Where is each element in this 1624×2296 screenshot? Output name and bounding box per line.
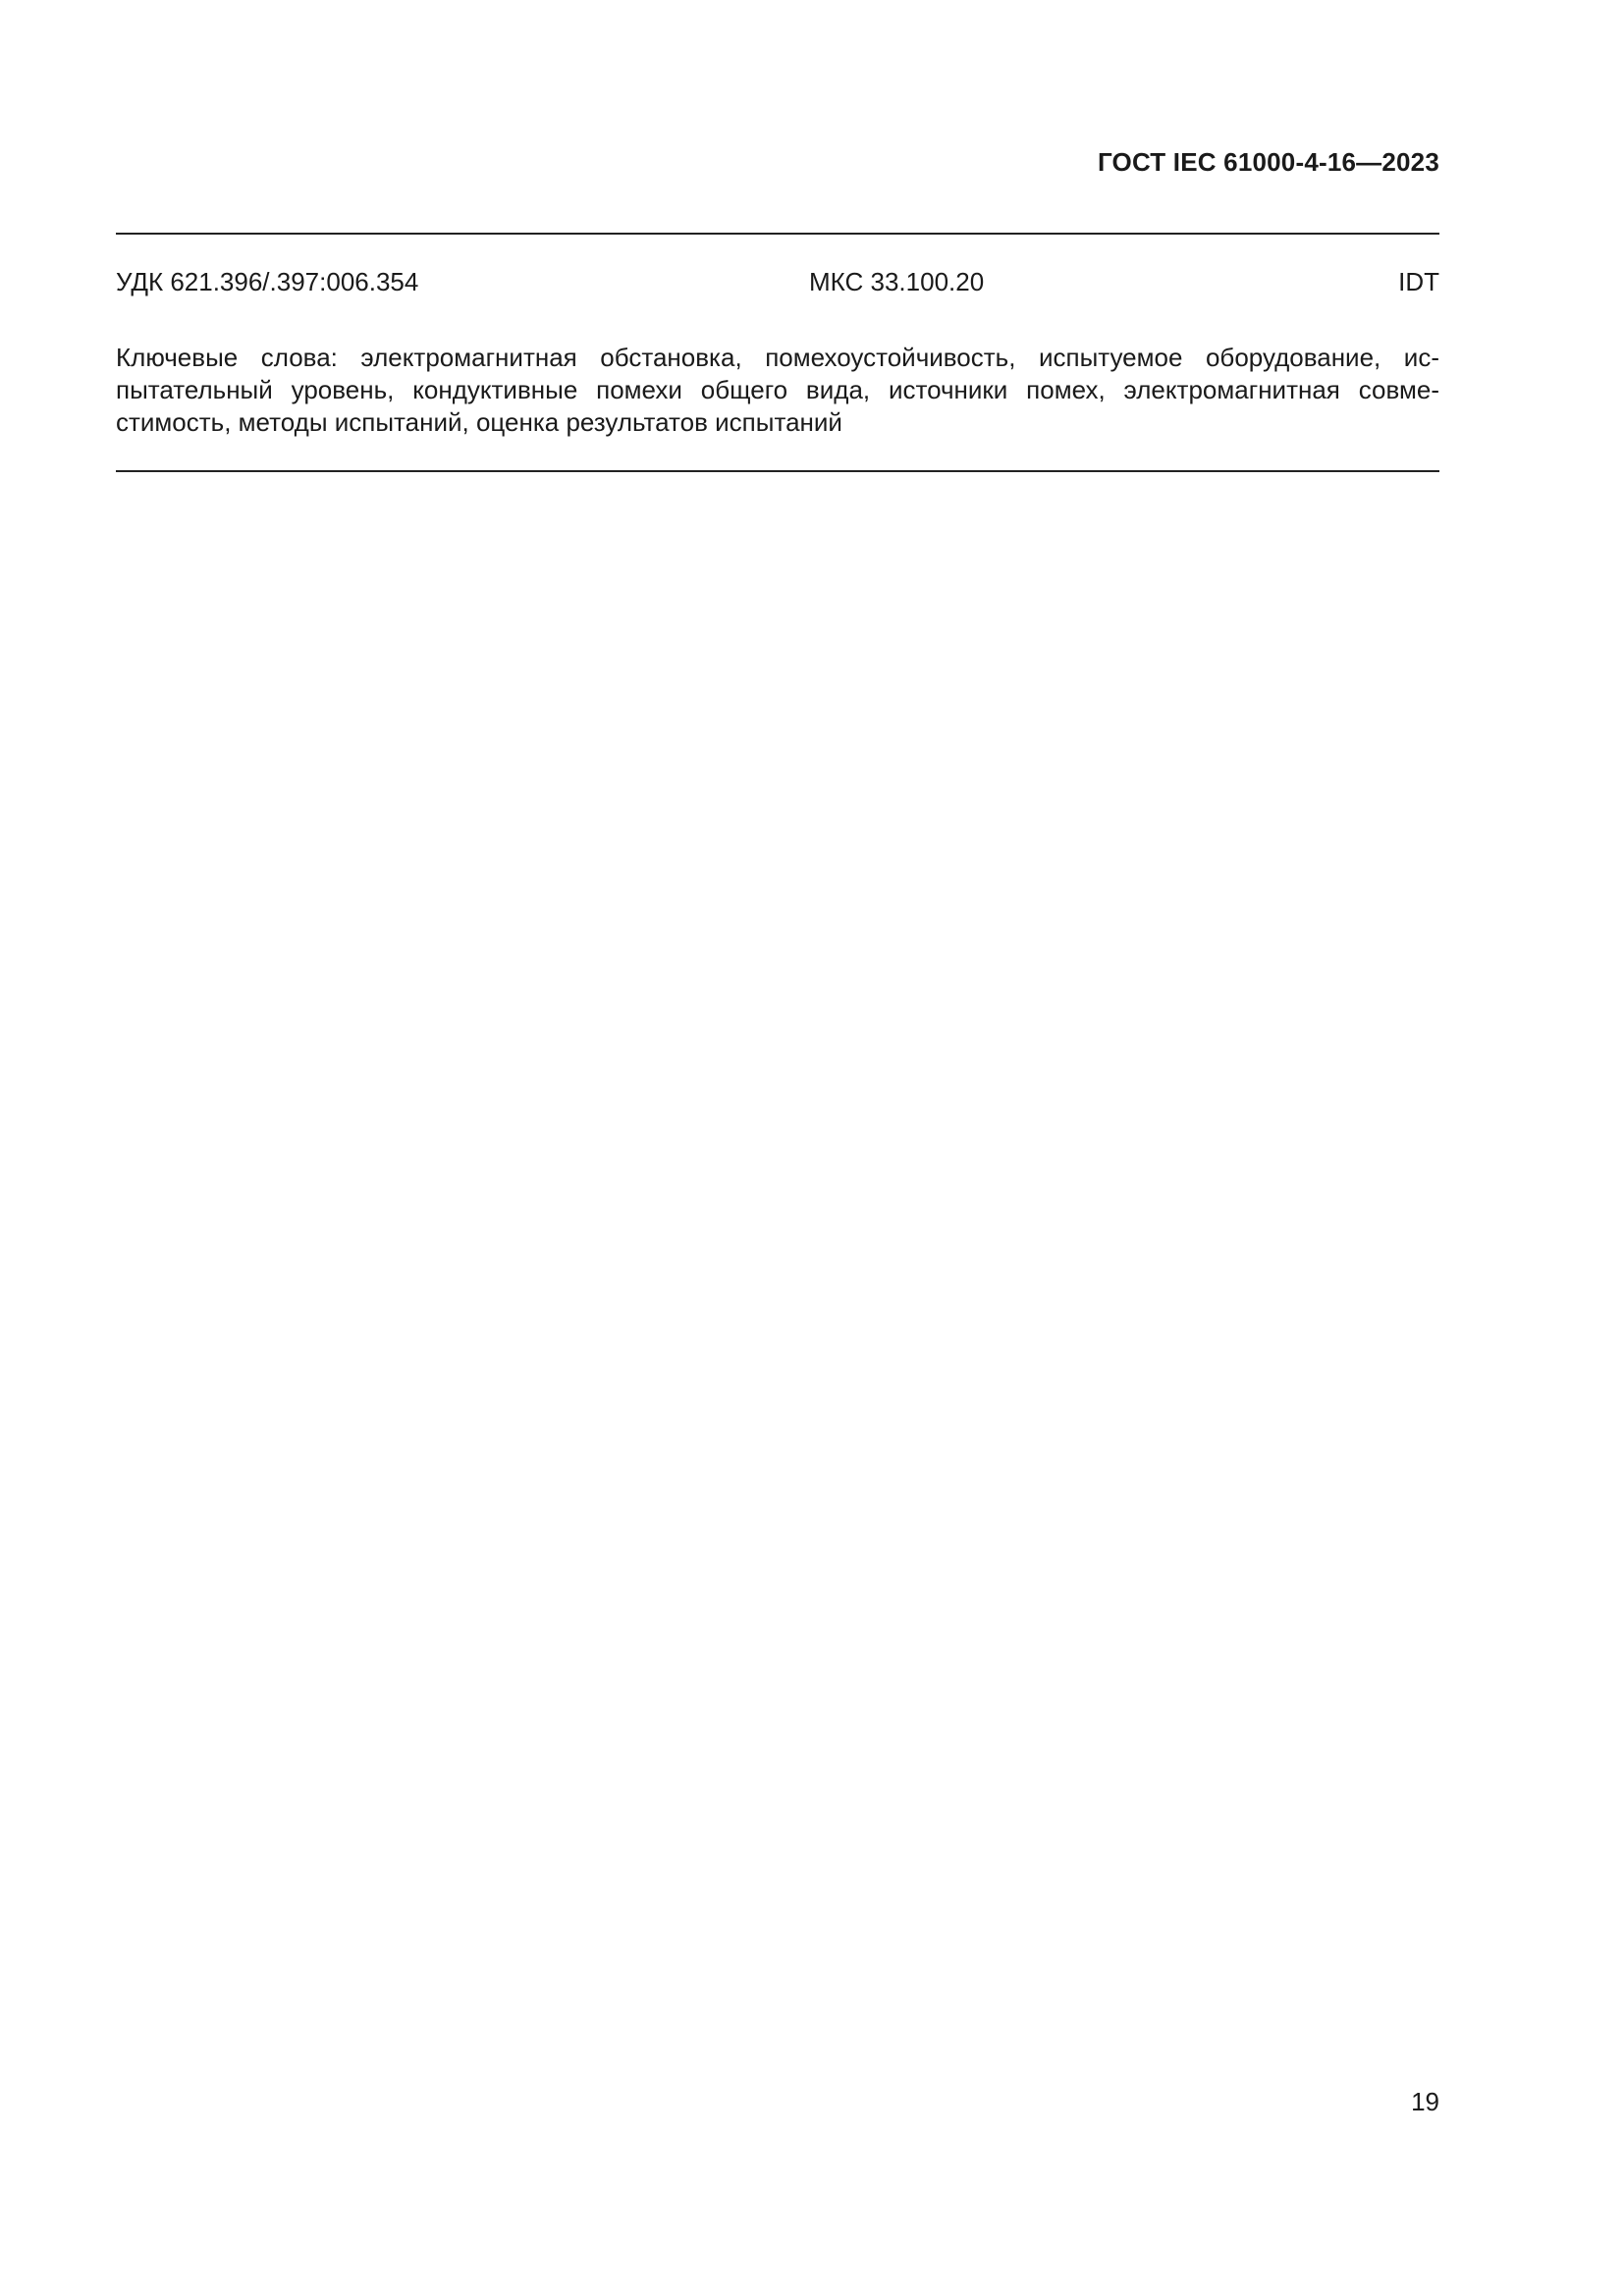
bottom-divider [116,470,1439,472]
top-divider [116,233,1439,235]
mks-code: МКС 33.100.20 [809,267,985,296]
keywords-line: пытательный уровень, кондуктивные помехи общего вида, источники помех, электромагнитная совме- [116,375,1439,404]
udk-code: УДК 621.396/.397:006.354 [116,267,419,296]
keywords-line: стимость, методы испытаний, оценка результатов испытаний [116,407,842,437]
bibliographic-row [116,267,1439,300]
keywords-paragraph [116,342,1439,439]
standard-designation: ГОСТ IEC 61000-4-16—2023 [1097,147,1439,177]
page-number: 19 [1411,2087,1439,2116]
degree-of-correspondence: IDT [1398,267,1439,296]
keywords-line: Ключевые слова: электромагнитная обстановка, помехоустойчивость, испытуемое оборудование, ис- [116,343,1439,372]
